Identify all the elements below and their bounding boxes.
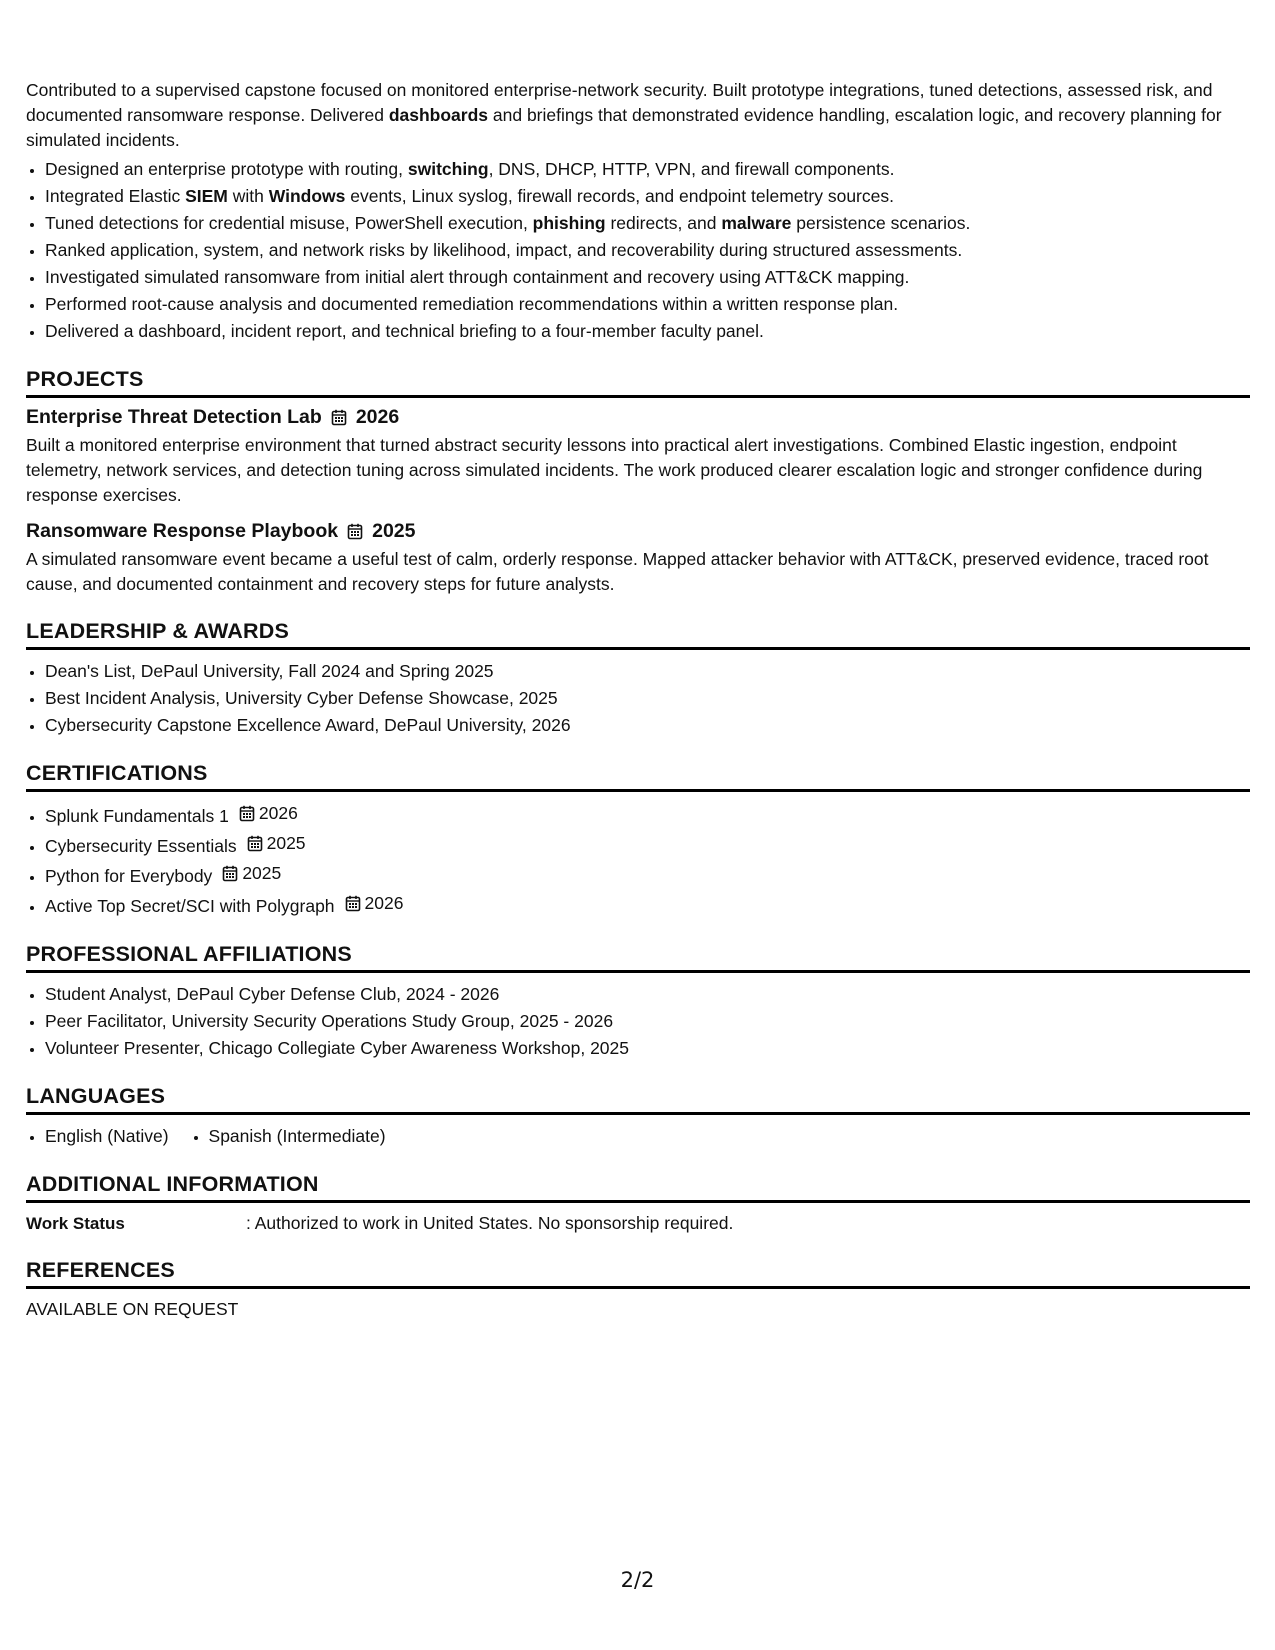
section-title-additional: ADDITIONAL INFORMATION bbox=[26, 1172, 1250, 1203]
references-section bbox=[26, 1258, 1250, 1322]
list-item: • Integrated Elastic SIEM with Windows events, Linux syslog, firewall records, and endpoint telemetry sources. bbox=[45, 183, 1250, 210]
calendar-icon bbox=[222, 865, 238, 882]
list-item: • Designed an enterprise prototype with routing, switching, DNS, DHCP, HTTP, VPN, and firewall components. bbox=[45, 156, 1250, 183]
cert-name: Python for Everybody bbox=[45, 866, 213, 886]
cert-year: 2025 bbox=[266, 833, 306, 853]
leadership-section bbox=[26, 619, 1250, 739]
project-item bbox=[26, 406, 1250, 508]
certifications-section bbox=[26, 761, 1250, 920]
section-title-leadership: LEADERSHIP & AWARDS bbox=[26, 619, 1250, 650]
list-item: • Delivered a dashboard, incident report, and technical briefing to a four-member faculty panel. bbox=[45, 318, 1250, 345]
list-item: • Student Analyst, DePaul Cyber Defense Club, 2024 - 2026 bbox=[45, 981, 1250, 1008]
section-title-languages: LANGUAGES bbox=[26, 1084, 1250, 1115]
projects-section bbox=[26, 367, 1250, 597]
section-title-certifications: CERTIFICATIONS bbox=[26, 761, 1250, 792]
languages-section bbox=[26, 1084, 1250, 1150]
project-name: Enterprise Threat Detection Lab bbox=[26, 406, 322, 428]
affiliations-section bbox=[26, 942, 1250, 1062]
list-item: • Dean's List, DePaul University, Fall 2024 and Spring 2025 bbox=[45, 658, 1250, 685]
cert-name: Active Top Secret/SCI with Polygraph bbox=[45, 896, 335, 916]
cert-name: Splunk Fundamentals 1 bbox=[45, 806, 229, 826]
additional-info-section bbox=[26, 1172, 1250, 1236]
work-status-value: : Authorized to work in United States. No sponsorship required. bbox=[246, 1213, 734, 1233]
list-item: • Investigated simulated ransomware from initial alert through containment and recovery using ATT&CK mapping. bbox=[45, 264, 1250, 291]
section-title-projects: PROJECTS bbox=[26, 367, 1250, 398]
list-item: • Cybersecurity Capstone Excellence Award, DePaul University, 2026 bbox=[45, 712, 1250, 739]
calendar-icon bbox=[239, 805, 255, 822]
list-item: • Performed root-cause analysis and documented remediation recommendations within a written response plan. bbox=[45, 291, 1250, 318]
work-status-label: Work Status bbox=[26, 1214, 125, 1233]
resume-page bbox=[26, 78, 1250, 1322]
cert-year: 2026 bbox=[258, 803, 298, 823]
section-title-references: REFERENCES bbox=[26, 1258, 1250, 1289]
list-item bbox=[45, 800, 1250, 830]
calendar-icon bbox=[345, 895, 361, 912]
list-item bbox=[45, 860, 1250, 890]
project-description: Built a monitored enterprise environment that turned abstract security lessons into practical alert investigations. Combined Elastic ingestion, endpoint telemetry, network services, and detection tuning across simulated incidents. The work produced clearer escalation logic and stronger confidence during response exercises. bbox=[26, 435, 1203, 505]
cert-year: 2025 bbox=[242, 863, 282, 883]
list-item: • Tuned detections for credential misuse, PowerShell execution, phishing redirects, and malware persistence scenarios. bbox=[45, 210, 1250, 237]
list-item: • Peer Facilitator, University Security Operations Study Group, 2025 - 2026 bbox=[45, 1008, 1250, 1035]
capstone-summary: Contributed to a supervised capstone focused on monitored enterprise-network security. Built prototype integrations, tuned detections, assessed risk, and documented ransomware response. Delivered dashboards and briefings that demonstrated evidence handling, escalation logic, and recovery planning for simulated incidents. bbox=[26, 80, 1222, 150]
project-item bbox=[26, 520, 1250, 597]
project-name: Ransomware Response Playbook bbox=[26, 520, 339, 542]
list-item bbox=[45, 890, 1250, 920]
section-title-affiliations: PROFESSIONAL AFFILIATIONS bbox=[26, 942, 1250, 973]
list-item: • English (Native) bbox=[45, 1123, 169, 1150]
list-item: • Best Incident Analysis, University Cyber Defense Showcase, 2025 bbox=[45, 685, 1250, 712]
references-text: AVAILABLE ON REQUEST bbox=[26, 1299, 239, 1319]
project-year: 2025 bbox=[372, 520, 416, 542]
work-status-row bbox=[26, 1211, 1250, 1236]
page-number: 2/2 bbox=[620, 1568, 655, 1592]
list-item: • Spanish (Intermediate) bbox=[209, 1123, 386, 1150]
cert-name: Cybersecurity Essentials bbox=[45, 836, 237, 856]
calendar-icon bbox=[247, 835, 263, 852]
cert-year: 2026 bbox=[364, 893, 404, 913]
project-year: 2026 bbox=[355, 406, 400, 428]
calendar-icon bbox=[331, 409, 347, 426]
list-item bbox=[45, 830, 1250, 860]
list-item: • Volunteer Presenter, Chicago Collegiate Cyber Awareness Workshop, 2025 bbox=[45, 1035, 1250, 1062]
calendar-icon bbox=[347, 523, 363, 540]
list-item: • Ranked application, system, and network risks by likelihood, impact, and recoverability during structured assessments. bbox=[45, 237, 1250, 264]
project-description: A simulated ransomware event became a useful test of calm, orderly response. Mapped attacker behavior with ATT&CK, preserved evidence, traced root cause, and documented containment and recovery steps for future analysts. bbox=[26, 549, 1209, 594]
capstone-bullets bbox=[26, 156, 1250, 345]
